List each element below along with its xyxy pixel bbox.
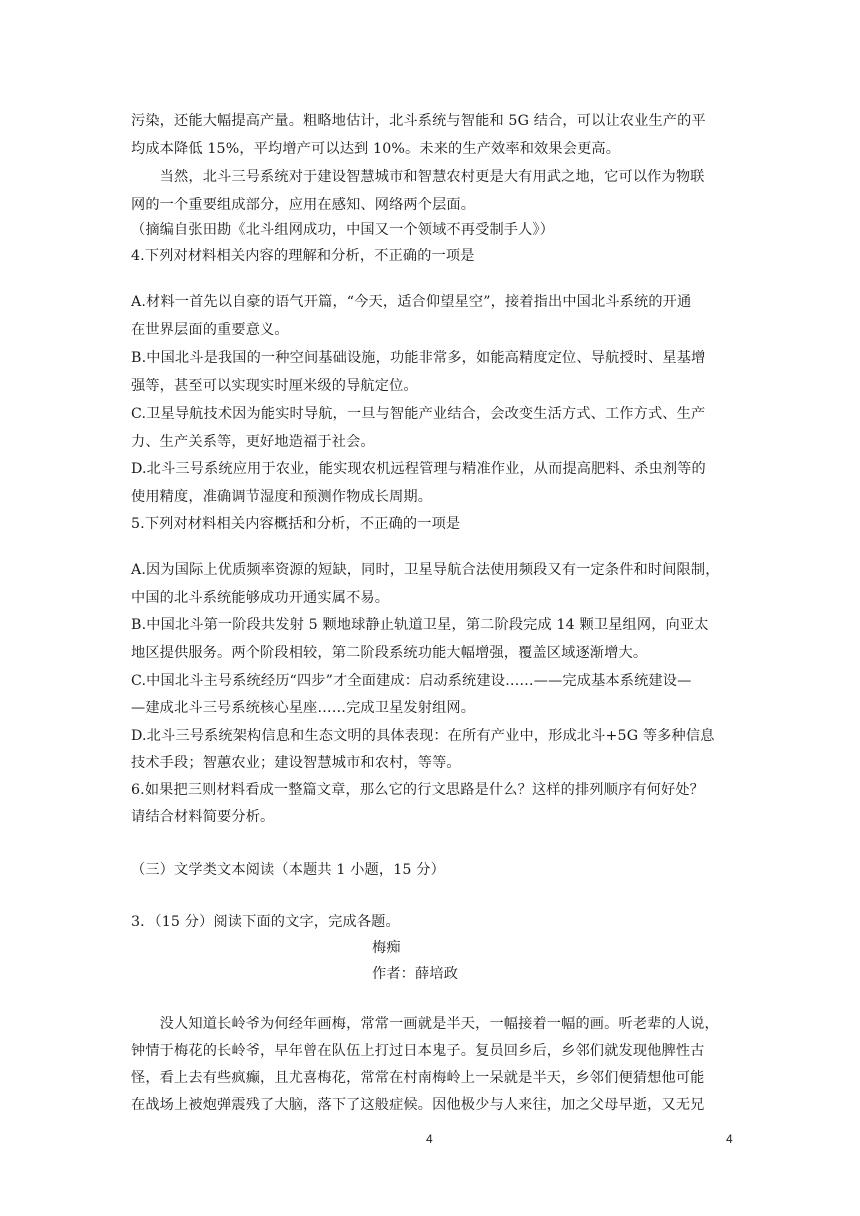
paragraph-line: 钟情于梅花的长岭爷，早年曾在队伍上打过日本鬼子。复员回乡后，乡邻们就发现他脾性古	[131, 1043, 705, 1059]
paragraph-line: 在战场上被炮弹震残了大脑，落下了这般症候。因他极少与人来往，加之父母早逝，又无兄	[131, 1097, 705, 1113]
option-5c: C.中国北斗主号系统经历“四步”才全面建成：启动系统建设……——完成基本系统建设—	[131, 673, 692, 689]
text-line: 在世界层面的重要意义。	[131, 322, 289, 338]
option-5d: D.北斗三号系统架构信息和生态文明的具体表现：在所有产业中，形成北斗+5G 等多种信息	[131, 728, 715, 744]
option-4b: B.中国北斗是我国的一种空间基础设施，功能非常多，如能高精度定位、导航授时、星基增	[131, 350, 706, 366]
paragraph-line: 怪，看上去有些疯癫，且尤喜梅花，常常在村南梅岭上一呆就是半天，乡邻们便猜想他可能	[131, 1070, 705, 1086]
story-title: 梅痴	[372, 940, 401, 956]
source-citation: （摘编自张田勘《北斗组网成功，中国又一个领域不再受制手人》）	[131, 222, 555, 238]
text-line: 污染，还能大幅提高产量。粗略地估计，北斗系统与智能和 5G 结合，可以让农业生产的平	[131, 113, 706, 129]
text-line: 请结合材料简要分析。	[131, 809, 275, 825]
question-3-heading: 3．（15 分）阅读下面的文字，完成各题。	[131, 914, 400, 930]
text-line: 强等，甚至可以实现实时厘米级的导航定位。	[131, 378, 418, 394]
page-number-right: 4	[726, 1132, 733, 1146]
section-heading: （三）文学类文本阅读（本题共 1 小题，15 分）	[131, 862, 445, 878]
text-line: 力、生产关系等，更好地造福于社会。	[131, 434, 375, 450]
option-5a: A.因为国际上优质频率资源的短缺，同时，卫星导航合法使用频段又有一定条件和时间限制，	[131, 562, 720, 578]
text-line: 网的一个重要组成部分，应用在感知、网络两个层面。	[131, 197, 476, 213]
question-5: 5.下列对材料相关内容概括和分析，不正确的一项是	[131, 516, 461, 532]
text-line: 中国的北斗系统能够成功开通实属不易。	[131, 590, 390, 606]
text-line: 均成本降低 15%，平均增产可以达到 10%。未来的生产效率和效果会更高。	[131, 141, 621, 157]
text-line: 使用精度，准确调节湿度和预测作物成长周期。	[131, 489, 433, 505]
text-line: —建成北斗三号系统核心星座……完成卫星发射组网。	[131, 700, 476, 716]
option-4c: C.卫星导航技术因为能实时导航，一旦与智能产业结合，会改变生活方式、工作方式、生产	[131, 406, 706, 422]
option-5b: B.中国北斗第一阶段共发射 5 颗地球静止轨道卫星，第二阶段完成 14 颗卫星组网，向亚太	[131, 617, 709, 633]
option-4d: D.北斗三号系统应用于农业，能实现农机远程管理与精准作业，从而提高肥料、杀虫剂等的	[131, 461, 706, 477]
story-author: 作者：薛培政	[372, 966, 459, 982]
option-4a: A.材料一首先以自豪的语气开篇，“今天，适合仰望星空”，接着指出中国北斗系统的开通	[131, 294, 692, 310]
paragraph-line: 没人知道长岭爷为何经年画梅，常常一画就是半天，一幅接着一幅的画。听老辈的人说，	[131, 1016, 719, 1032]
question-4: 4.下列对材料相关内容的理解和分析，不正确的一项是	[131, 248, 475, 264]
text-line: 当然，北斗三号系统对于建设智慧城市和智慧农村更是大有用武之地，它可以作为物联	[131, 169, 705, 185]
question-6: 6.如果把三则材料看成一整篇文章，那么它的行文思路是什么？这样的排列顺序有何好处？	[131, 782, 705, 798]
page-number: 4	[426, 1132, 433, 1146]
text-line: 地区提供服务。两个阶段相较，第二阶段系统功能大幅增强，覆盖区域逐渐增大。	[131, 645, 648, 661]
text-line: 技术手段；智蕙农业；建设智慧城市和农村，等等。	[131, 755, 461, 771]
